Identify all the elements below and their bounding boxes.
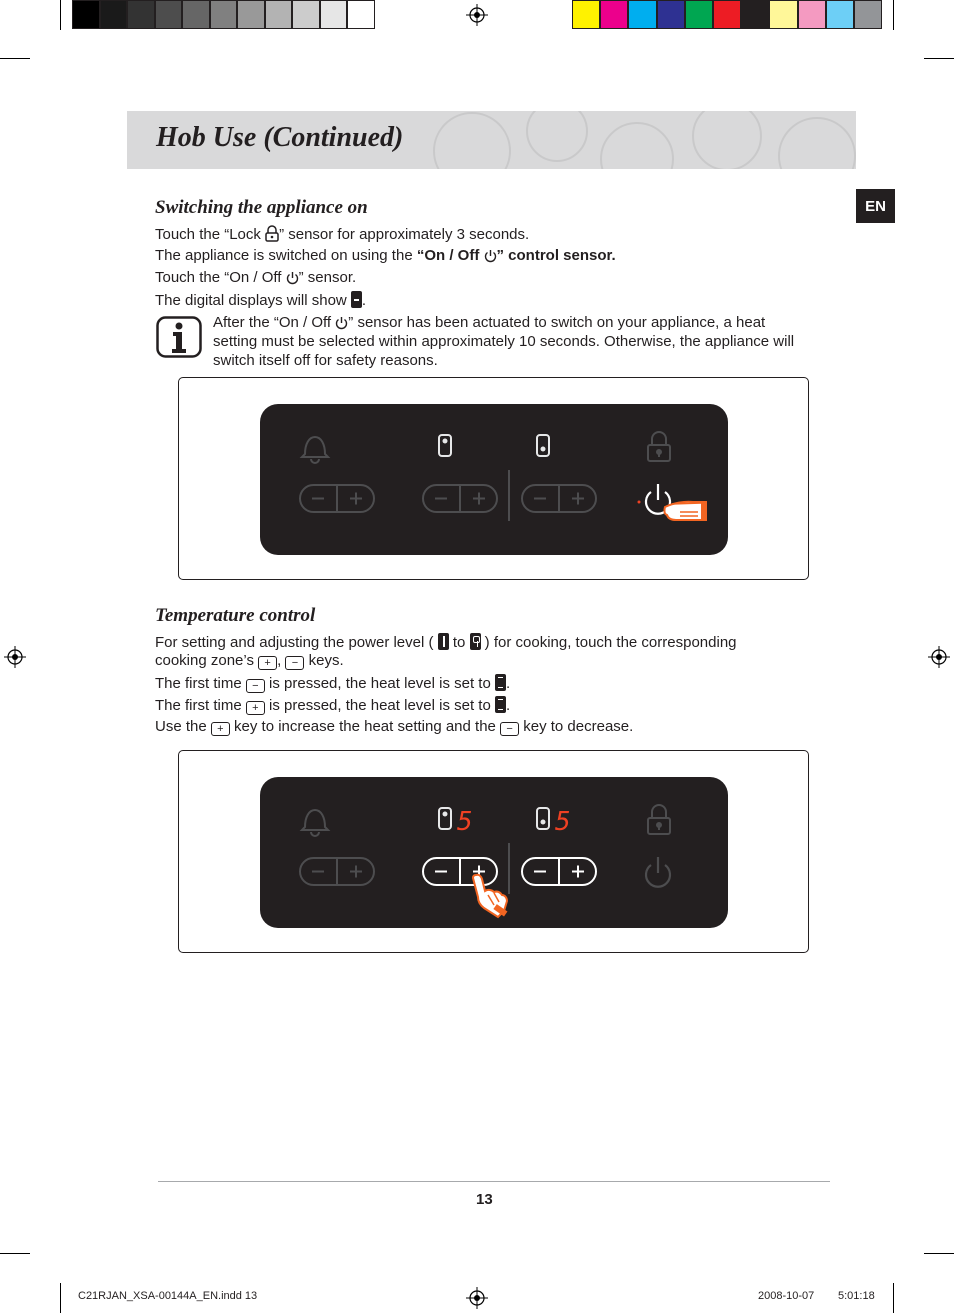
power-icon bbox=[286, 271, 299, 285]
process-swatch bbox=[685, 0, 713, 29]
zone-right-key-pair[interactable] bbox=[522, 858, 596, 885]
registration-mark-icon bbox=[4, 646, 26, 668]
power-icon bbox=[484, 249, 497, 263]
zone-right-level: 5 bbox=[555, 807, 571, 837]
plus-key-icon: + bbox=[246, 701, 265, 715]
process-swatch bbox=[657, 0, 685, 29]
paragraph-line: Use the + key to increase the heat setting and the − key to decrease. bbox=[155, 718, 634, 735]
lock-icon bbox=[265, 225, 279, 242]
minus-key-icon: − bbox=[285, 656, 304, 670]
process-swatch bbox=[826, 0, 854, 29]
indicator-dot bbox=[638, 501, 641, 504]
footer-rule bbox=[158, 1181, 830, 1182]
gray-swatch bbox=[237, 0, 265, 29]
paragraph-line: cooking zone’s + , − keys. bbox=[155, 652, 344, 669]
timer-key-pair[interactable] bbox=[300, 858, 374, 885]
gray-swatch bbox=[320, 0, 348, 29]
crop-mark bbox=[60, 0, 61, 30]
pointing-hand-icon bbox=[664, 502, 707, 520]
power-icon bbox=[335, 316, 348, 330]
lock-sensor-icon[interactable] bbox=[648, 432, 670, 461]
section-heading: Temperature control bbox=[155, 605, 316, 626]
print-date: 2008-10-07 bbox=[758, 1290, 815, 1302]
process-swatch bbox=[628, 0, 656, 29]
control-panel bbox=[260, 777, 728, 928]
crop-mark bbox=[0, 1253, 30, 1254]
zone-display-left bbox=[439, 435, 451, 456]
process-swatch bbox=[572, 0, 600, 29]
registration-mark-icon bbox=[928, 646, 950, 668]
plus-key-icon: + bbox=[211, 722, 230, 736]
paragraph-line: The first time + is pressed, the heat level is set to . bbox=[155, 697, 511, 714]
gray-swatch bbox=[72, 0, 100, 29]
paragraph-line: The first time − is pressed, the heat level is set to . bbox=[155, 675, 511, 692]
display-level-5-icon bbox=[495, 696, 506, 713]
info-icon bbox=[156, 316, 202, 358]
plus-key-icon: + bbox=[258, 656, 277, 670]
paragraph-line: For setting and adjusting the power level ( to ) for cooking, touch the corresponding bbox=[155, 634, 737, 651]
gray-swatch bbox=[127, 0, 155, 29]
process-swatch bbox=[769, 0, 797, 29]
paragraph-line: Touch the “Lock ” sensor for approximately 3 seconds. bbox=[155, 226, 530, 243]
section-heading: Switching the appliance on bbox=[155, 197, 368, 218]
display-level-5-icon bbox=[495, 674, 506, 691]
gray-swatch bbox=[210, 0, 238, 29]
lock-sensor-icon[interactable] bbox=[648, 805, 670, 834]
zone-display-left bbox=[439, 808, 451, 829]
crop-mark bbox=[0, 58, 30, 59]
crop-mark bbox=[924, 58, 954, 59]
zone-display-right bbox=[537, 808, 549, 829]
info-note: After the “On / Off ” sensor has been actuated to switch on your appliance, a heat setting must be selected within approximately 10 seconds. Otherwise, the appliance will switch itself off for safety reasons. bbox=[213, 314, 795, 369]
process-swatch bbox=[600, 0, 628, 29]
gray-swatch bbox=[182, 0, 210, 29]
paragraph-line: The digital displays will show . bbox=[155, 292, 367, 309]
page-title: Hob Use (Continued) bbox=[156, 122, 404, 153]
file-name: C21RJAN_XSA-00144A_EN.indd 13 bbox=[78, 1290, 258, 1302]
process-swatch bbox=[741, 0, 769, 29]
bell-icon bbox=[302, 437, 328, 463]
control-panel bbox=[260, 404, 728, 555]
gray-swatch bbox=[347, 0, 375, 29]
bell-icon bbox=[302, 810, 328, 836]
crop-mark bbox=[60, 1283, 61, 1313]
pointing-hand-icon bbox=[473, 875, 507, 917]
crop-mark bbox=[893, 0, 894, 30]
display-dash-icon bbox=[351, 291, 362, 308]
language-tab: EN bbox=[856, 189, 895, 223]
zone-left-key-pair[interactable] bbox=[423, 485, 497, 512]
registration-mark-icon bbox=[466, 4, 488, 26]
paragraph-line: The appliance is switched on using the “On / Off ” control sensor. bbox=[155, 247, 616, 264]
gray-swatch bbox=[292, 0, 320, 29]
crop-mark bbox=[893, 1283, 894, 1313]
paragraph-line: Touch the “On / Off ” sensor. bbox=[155, 269, 357, 286]
process-swatch bbox=[854, 0, 882, 29]
display-level-9-icon bbox=[470, 633, 481, 650]
registration-mark-icon bbox=[466, 1287, 488, 1309]
timer-key-pair[interactable] bbox=[300, 485, 374, 512]
zone-left-level: 5 bbox=[457, 807, 473, 837]
page-number: 13 bbox=[476, 1191, 493, 1208]
process-swatch bbox=[713, 0, 741, 29]
gray-swatch bbox=[100, 0, 128, 29]
gray-swatch bbox=[265, 0, 293, 29]
print-time: 5:01:18 bbox=[838, 1290, 875, 1302]
process-swatch bbox=[798, 0, 826, 29]
crop-mark bbox=[924, 1253, 954, 1254]
minus-key-icon: − bbox=[500, 722, 519, 736]
gray-swatch bbox=[155, 0, 183, 29]
power-sensor-icon[interactable] bbox=[646, 857, 670, 887]
display-level-1-icon bbox=[438, 633, 449, 650]
minus-key-icon: − bbox=[246, 679, 265, 693]
zone-display-right bbox=[537, 435, 549, 456]
zone-left-key-pair[interactable] bbox=[423, 858, 497, 885]
zone-right-key-pair[interactable] bbox=[522, 485, 596, 512]
